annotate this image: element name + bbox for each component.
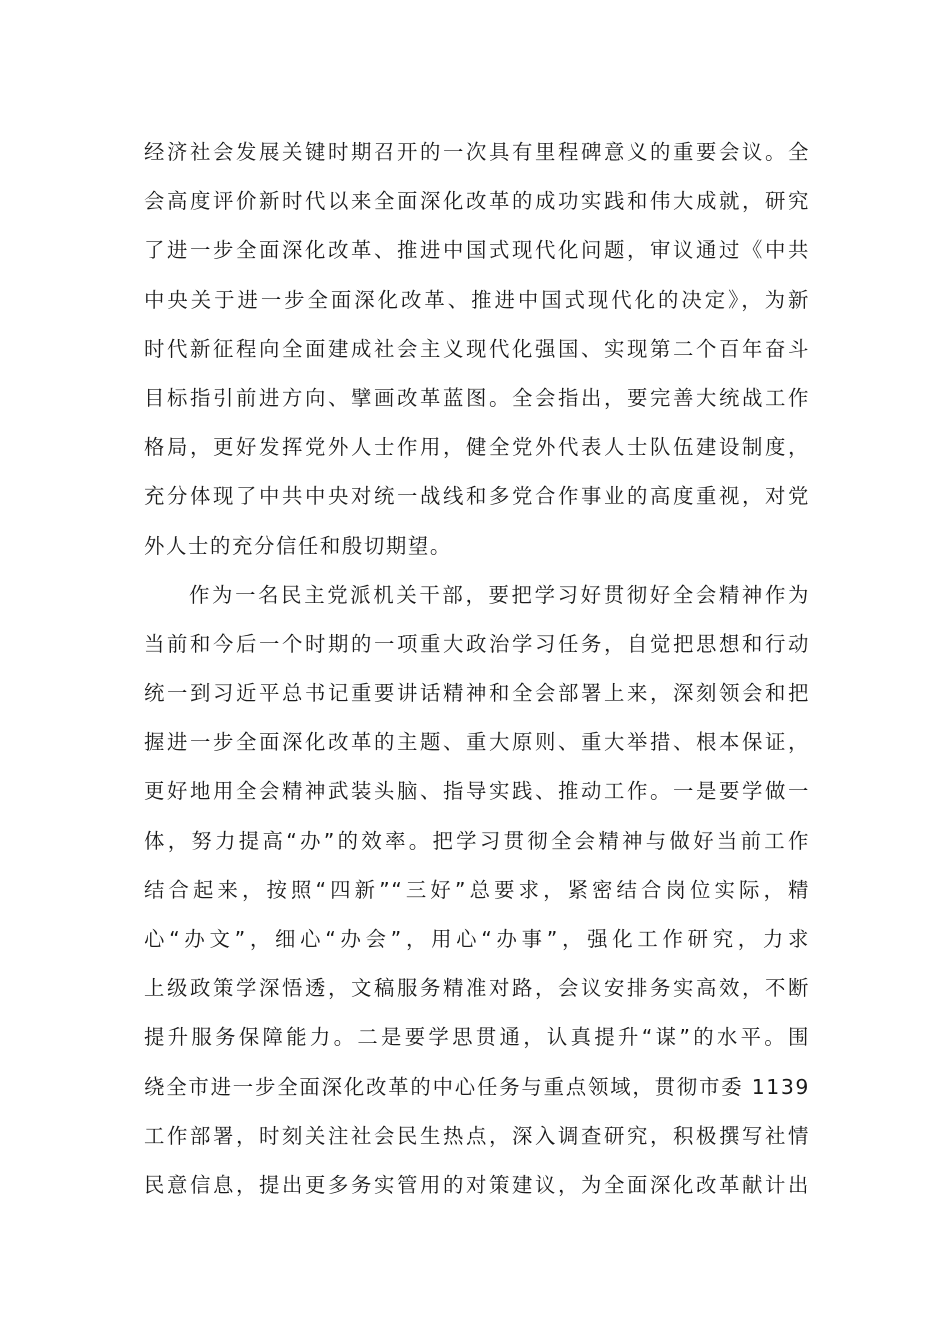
text-line: 握进一步全面深化改革的主题、重大原则、重大举措、根本保证， <box>144 730 810 755</box>
text-line: 中央关于进一步全面深化改革、推进中国式现代化的决定》，为新 <box>144 287 810 312</box>
text-line: 会高度评价新时代以来全面深化改革的成功实践和伟大成就，研究 <box>144 189 810 214</box>
text-line: 充分体现了中共中央对统一战线和多党合作事业的高度重视，对党 <box>144 484 810 509</box>
text-line: 当前和今后一个时期的一项重大政治学习任务，自觉把思想和行动 <box>144 631 810 656</box>
text-line: 时代新征程向全面建成社会主义现代化强国、实现第二个百年奋斗 <box>144 336 810 361</box>
text-line: 更好地用全会精神武装头脑、指导实践、推动工作。一是要学做一 <box>144 779 810 804</box>
text-line: 格局，更好发挥党外人士作用，健全党外代表人士队伍建设制度， <box>144 435 810 460</box>
text-line: 目标指引前进方向、擘画改革蓝图。全会指出，要完善大统战工作 <box>144 385 810 410</box>
text-line: 上级政策学深悟透，文稿服务精准对路，会议安排务实高效，不断 <box>144 976 810 1001</box>
text-line: 了进一步全面深化改革、推进中国式现代化问题，审议通过《中共 <box>144 238 810 263</box>
text-line: 经济社会发展关键时期召开的一次具有里程碑意义的重要会议。全 <box>144 140 810 164</box>
text-line: 外人士的充分信任和殷切期望。 <box>144 533 452 558</box>
body-text <box>144 132 810 1214</box>
text-line: 作为一名民主党派机关干部，要把学习好贯彻好全会精神作为 <box>189 582 810 607</box>
text-line: 心“办文”，细心“办会”，用心“办事”，强化工作研究，力求 <box>144 927 810 951</box>
text-line: 绕全市进一步全面深化改革的中心任务与重点领域，贯彻市委 1139 <box>144 1074 810 1099</box>
text-line: 工作部署，时刻关注社会民生热点，深入调查研究，积极撰写社情 <box>144 1123 810 1148</box>
text-line: 民意信息，提出更多务实管用的对策建议，为全面深化改革献计出 <box>144 1172 810 1197</box>
text-line: 结合起来，按照“四新”“三好”总要求，紧密结合岗位实际，精 <box>144 877 810 902</box>
text-line: 统一到习近平总书记重要讲话精神和全会部署上来，深刻领会和把 <box>144 681 810 706</box>
text-line: 提升服务保障能力。二是要学思贯通，认真提升“谋”的水平。围 <box>144 1025 810 1050</box>
text-line: 体，努力提高“办”的效率。把学习贯彻全会精神与做好当前工作 <box>144 828 810 853</box>
